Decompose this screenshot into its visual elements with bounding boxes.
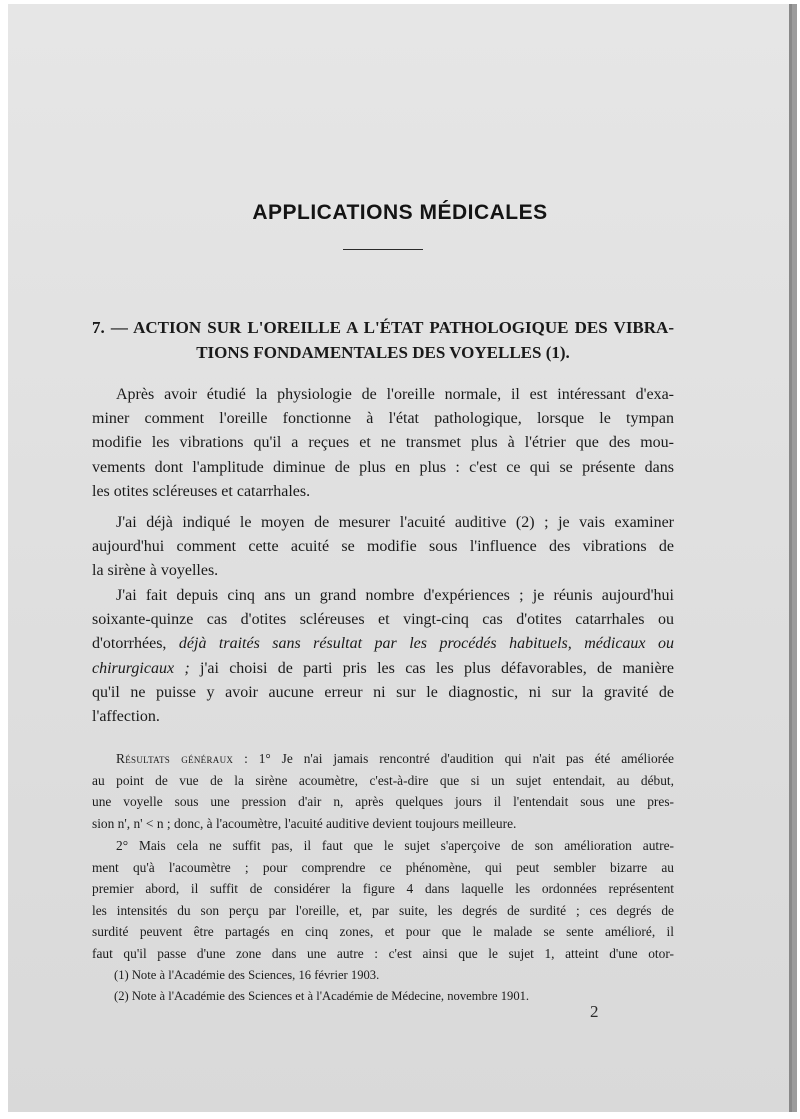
results-line: surdité peuvent être partagés en cinq zones, et pour que le malade se sente amélioré, il	[92, 924, 674, 940]
title-underline-rule	[343, 249, 423, 250]
section-heading-line-1: 7. — ACTION SUR L'OREILLE A L'ÉTAT PATHOLOGIQUE DES VIBRA-	[92, 318, 674, 337]
paragraph-line: les otites scléreuses et catarrhales.	[92, 482, 311, 500]
paragraph-line: modifie les vibrations qu'il a reçues et ne transmet plus à l'étrier que des mou-	[92, 434, 674, 452]
italic-emphasis: chirurgicaux ;	[92, 659, 190, 677]
results-paragraph-2	[92, 835, 674, 965]
results-line: une voyelle sous une pression d'air n, après quelques jours il l'entendait sous une pres-	[92, 794, 674, 810]
results-label: Résultats généraux	[116, 751, 234, 766]
results-line: ment qu'à l'acoumètre ; pour comprendre ce phénomène, qui peut sembler bizarre au	[92, 859, 674, 875]
paragraph-line: J'ai déjà indiqué le moyen de mesurer l'acuité auditive (2) ; je vais examiner	[116, 514, 674, 531]
results-line: les intensités du son perçu par l'oreille, et, par suite, les degrés de surdité ; ces degrés de	[92, 902, 674, 918]
paragraph-experiments	[92, 584, 674, 729]
paragraph-line	[92, 632, 674, 656]
paragraph-line: la sirène à voyelles.	[92, 562, 219, 580]
footnote-2: (2) Note à l'Académie des Sciences et à l'Académie de Médecine, novembre 1901.	[114, 989, 530, 1003]
results-line: premier abord, il suffit de considérer la figure 4 dans laquelle les ordonnées représentent	[92, 881, 674, 897]
page-edge-shadow	[789, 4, 792, 1112]
paragraph-line: miner comment l'oreille fonctionne à l'état pathologique, lorsque le tympan	[92, 410, 674, 428]
paragraph-line: soixante-quinze cas d'otites scléreuses et vingt-cinq cas d'otites catarrhales ou	[92, 611, 674, 629]
paragraph-line: l'affection.	[92, 707, 160, 725]
paragraph-line: vements dont l'amplitude diminue de plus en plus : c'est ce qui se présente dans	[92, 458, 674, 476]
results-line: au point de vue de la sirène acoumètre, c'est-à-dire que si un sujet entendait, au début,	[92, 772, 674, 788]
paragraph-line: Après avoir étudié la physiologie de l'oreille normale, il est intéressant d'exa-	[116, 386, 674, 403]
footnotes	[114, 965, 674, 1007]
paragraph-text: j'ai choisi de parti pris les cas les plus défavorables, de manière	[189, 659, 674, 677]
results-paragraph-1	[92, 748, 674, 834]
paragraph-line: J'ai fait depuis cinq ans un grand nombre d'expériences ; je réunis aujourd'hui	[116, 587, 674, 604]
section-heading-line-2: TIONS FONDAMENTALES DES VOYELLES (1).	[196, 343, 570, 362]
page-title: APPLICATIONS MÉDICALES	[252, 201, 548, 224]
document-page	[8, 4, 797, 1112]
paragraph-line: qu'il ne puisse y avoir aucune erreur ni sur le diagnostic, ni sur la gravité de	[92, 683, 674, 701]
results-text: : 1° Je n'ai jamais rencontré d'audition qui n'ait pas été améliorée	[233, 751, 674, 766]
italic-emphasis: déjà traités sans résultat par les procédés habituels, médicaux ou	[178, 635, 674, 653]
footnote-1: (1) Note à l'Académie des Sciences, 16 février 1903.	[114, 968, 380, 982]
results-line: 2° Mais cela ne suffit pas, il faut que le sujet s'aperçoive de son amélioration autre-	[116, 838, 674, 853]
paragraph-physiology	[92, 383, 674, 504]
results-line: faut qu'il passe d'une zone dans une autre : c'est ainsi que le sujet 1, atteint d'une otor-	[92, 945, 674, 961]
paragraph-acuity	[92, 511, 674, 584]
page-number: 2	[590, 1002, 599, 1021]
paragraph-line: aujourd'hui comment cette acuité se modifie sous l'influence des vibrations de	[92, 538, 674, 556]
paragraph-text: d'otorrhées,	[92, 635, 179, 653]
section-heading	[92, 315, 674, 365]
results-line: sion n', n' < n ; donc, à l'acoumètre, l'acuité auditive devient toujours meilleure.	[92, 815, 517, 831]
results-line	[92, 748, 674, 770]
paragraph-line	[92, 657, 674, 681]
